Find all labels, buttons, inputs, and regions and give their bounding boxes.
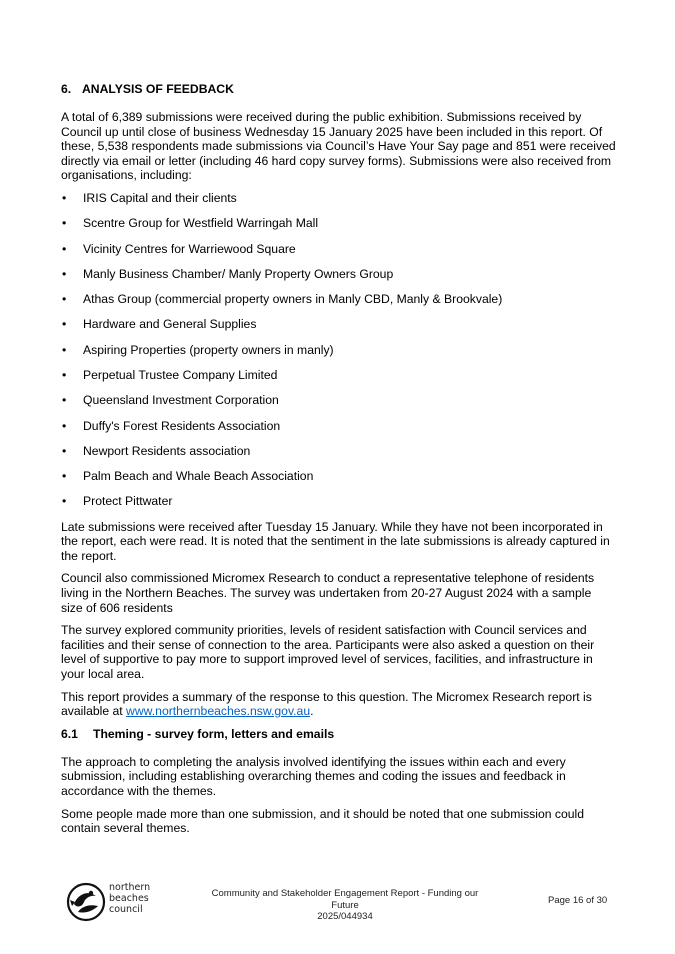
bullet-icon: • <box>62 393 67 408</box>
organisation-name: Queensland Investment Corporation <box>83 393 279 408</box>
council-website-link[interactable]: www.northernbeaches.nsw.gov.au <box>126 704 311 719</box>
organisation-name: Protect Pittwater <box>83 494 173 509</box>
list-item <box>61 191 616 206</box>
logo-line-3: council <box>109 904 143 915</box>
bullet-icon: • <box>62 469 67 484</box>
organisation-name: IRIS Capital and their clients <box>83 190 237 205</box>
page-number: Page 16 of 30 <box>548 895 608 906</box>
page-footer <box>0 878 675 928</box>
council-logo-icon <box>66 882 106 922</box>
list-item <box>61 444 616 459</box>
list-item <box>61 267 616 282</box>
organisations-list <box>61 191 616 509</box>
organisation-name: Vicinity Centres for Warriewood Square <box>83 241 296 256</box>
organisation-name: Duffy's Forest Residents Association <box>83 418 281 433</box>
bullet-icon: • <box>62 317 67 332</box>
organisation-name: Newport Residents association <box>83 443 251 458</box>
survey-paragraph: The survey explored community priorities, levels of resident satisfaction with Council services and facilities and their sense of connection to the area. Participants were also asked a question on their level of supportive to pay more to support improved level of services, facilities, and infrastructure in your local area. <box>61 623 595 681</box>
bullet-icon: • <box>62 241 67 256</box>
list-item <box>61 419 616 434</box>
bullet-icon: • <box>62 216 67 231</box>
bullet-icon: • <box>62 292 67 307</box>
list-item <box>61 469 616 484</box>
late-submissions-paragraph: Late submissions were received after Tuesday 15 January. While they have not been incorporated in the report, each were read. It is noted that the sentiment in the late submissions is already captured in the report. <box>61 519 610 563</box>
bullet-icon: • <box>62 494 67 509</box>
organisation-name: Aspiring Properties (property owners in manly) <box>83 342 334 357</box>
list-item <box>61 343 616 358</box>
list-item <box>61 317 616 332</box>
list-item <box>61 393 616 408</box>
list-item <box>61 494 616 509</box>
footer-document-title <box>200 888 490 923</box>
bullet-icon: • <box>62 266 67 281</box>
logo-wordmark <box>109 882 150 915</box>
logo-line-2: beaches <box>109 893 149 904</box>
bullet-icon: • <box>62 190 67 205</box>
organisation-name: Hardware and General Supplies <box>83 317 257 332</box>
list-item <box>61 292 616 307</box>
list-item <box>61 368 616 383</box>
bullet-icon: • <box>62 443 67 458</box>
micromex-paragraph: Council also commissioned Micromex Research to conduct a representative telephone of residents living in the Northern Beaches. The survey was undertaken from 20-27 August 2024 with a sample size of 606 residents <box>61 571 595 615</box>
bullet-icon: • <box>62 342 67 357</box>
approach-paragraph: The approach to completing the analysis involved identifying the issues within each and every submission, including establishing overarching themes and coding the issues and feedback in accordance with the themes. <box>61 754 566 798</box>
list-item <box>61 216 616 231</box>
summary-paragraph <box>61 690 616 719</box>
footer-title-line: Community and Stakeholder Engagement Report - Funding our Future <box>211 888 479 911</box>
multiple-submissions-paragraph: Some people made more than one submission, and it should be noted that one submission could contain several themes. <box>61 806 585 836</box>
summary-text: This report provides a summary of the response to this question. The Micromex Research report is available at <box>61 689 592 719</box>
organisation-name: Athas Group (commercial property owners in Manly CBD, Manly & Brookvale) <box>83 292 503 307</box>
intro-paragraph: A total of 6,389 submissions were received during the public exhibition. Submissions received by Council up until close of business Wednesday 15 January 2025 have been included in this report. Of these, 5,538 respondents made submissions via Council’s Have Your Say page and 851 were received directly via email or letter (including 46 hard copy survey forms). Submissions were also received from organisations, including: <box>61 110 616 183</box>
bullet-icon: • <box>62 418 67 433</box>
subsection-title: Theming - survey form, letters and emails <box>93 726 335 741</box>
section-title: ANALYSIS OF FEEDBACK <box>82 82 234 96</box>
organisation-name: Manly Business Chamber/ Manly Property Owners Group <box>83 266 394 281</box>
section-heading <box>61 82 616 96</box>
summary-end: . <box>310 704 314 719</box>
footer-reference-number: 2025/044934 <box>317 911 373 922</box>
organisation-name: Palm Beach and Whale Beach Association <box>83 469 314 484</box>
logo-line-1: northern <box>109 882 151 893</box>
list-item <box>61 242 616 257</box>
organisation-name: Perpetual Trustee Company Limited <box>83 367 278 382</box>
subsection-number: 6.1 <box>61 726 78 741</box>
document-body <box>61 82 616 844</box>
organisation-name: Scentre Group for Westfield Warringah Mall <box>83 216 319 231</box>
section-number: 6. <box>61 82 72 96</box>
subsection-heading <box>61 727 616 741</box>
bullet-icon: • <box>62 367 67 382</box>
